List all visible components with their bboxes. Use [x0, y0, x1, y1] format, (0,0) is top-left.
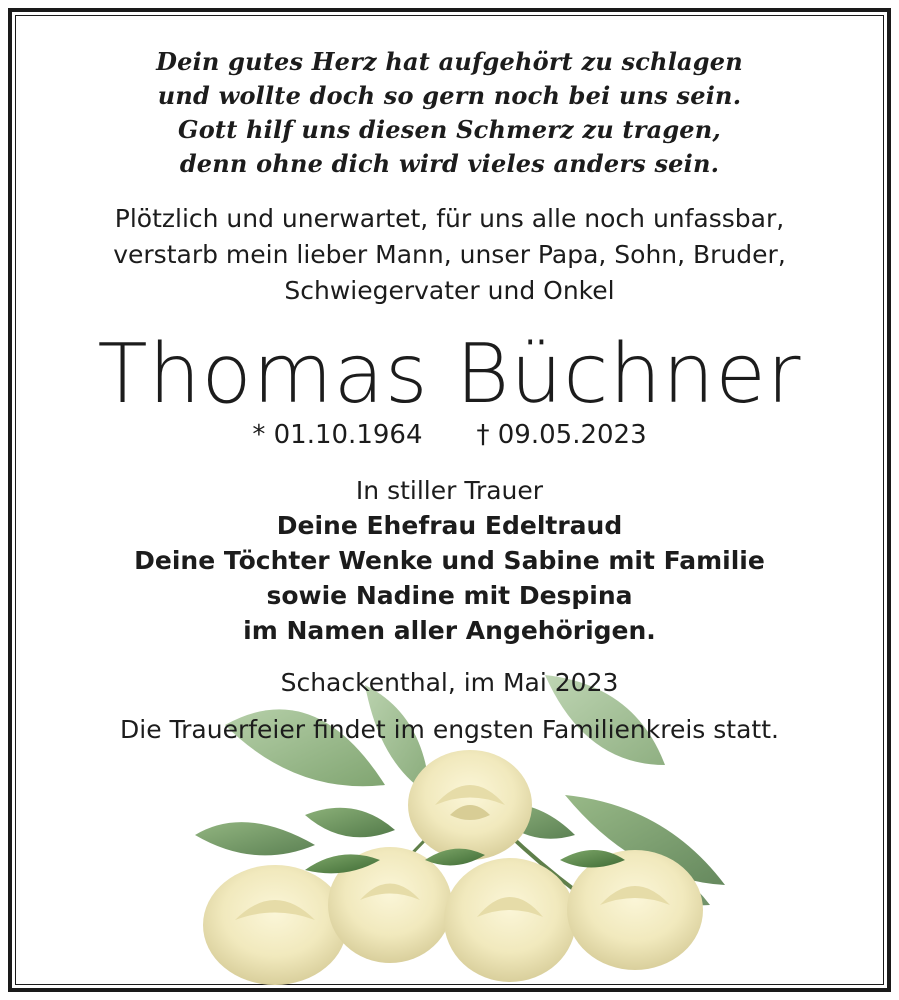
death-date: † 09.05.2023 [476, 420, 647, 450]
announcement-text [15, 201, 884, 309]
intro-line: Plötzlich und unerwartet, für uns alle noch unfassbar, [114, 204, 785, 233]
poem-line: denn ohne dich wird vieles anders sein. [179, 149, 720, 178]
roses-image [165, 655, 735, 985]
poem-line: Dein gutes Herz hat aufgehört zu schlagen [156, 47, 743, 76]
life-dates [15, 417, 884, 453]
mourning-intro: In stiller Trauer [355, 476, 544, 505]
poem-line: und wollte doch so gern noch bei uns sein. [157, 81, 742, 110]
mourner-line: Deine Ehefrau Edeltraud [276, 511, 623, 540]
place-date: Schackenthal, im Mai 2023 [280, 668, 619, 697]
poem-line: Gott hilf uns diesen Schmerz zu tragen, [178, 115, 721, 144]
memorial-poem [15, 45, 884, 181]
intro-line: verstarb mein lieber Mann, unser Papa, Sohn, Bruder, [113, 240, 786, 269]
intro-line: Schwiegervater und Onkel [284, 276, 615, 305]
ceremony-note: Die Trauerfeier findet im engsten Familienkreis statt. [120, 715, 779, 744]
obituary-notice [15, 15, 884, 985]
mourner-line: im Namen aller Angehörigen. [243, 616, 656, 645]
mourner-line: sowie Nadine mit Despina [266, 581, 633, 610]
mourner-line: Deine Töchter Wenke und Sabine mit Familie [134, 546, 765, 575]
deceased-name: Thomas Büchner [97, 327, 802, 422]
mourners-block [15, 473, 884, 648]
birth-date: * 01.10.1964 [252, 420, 423, 450]
